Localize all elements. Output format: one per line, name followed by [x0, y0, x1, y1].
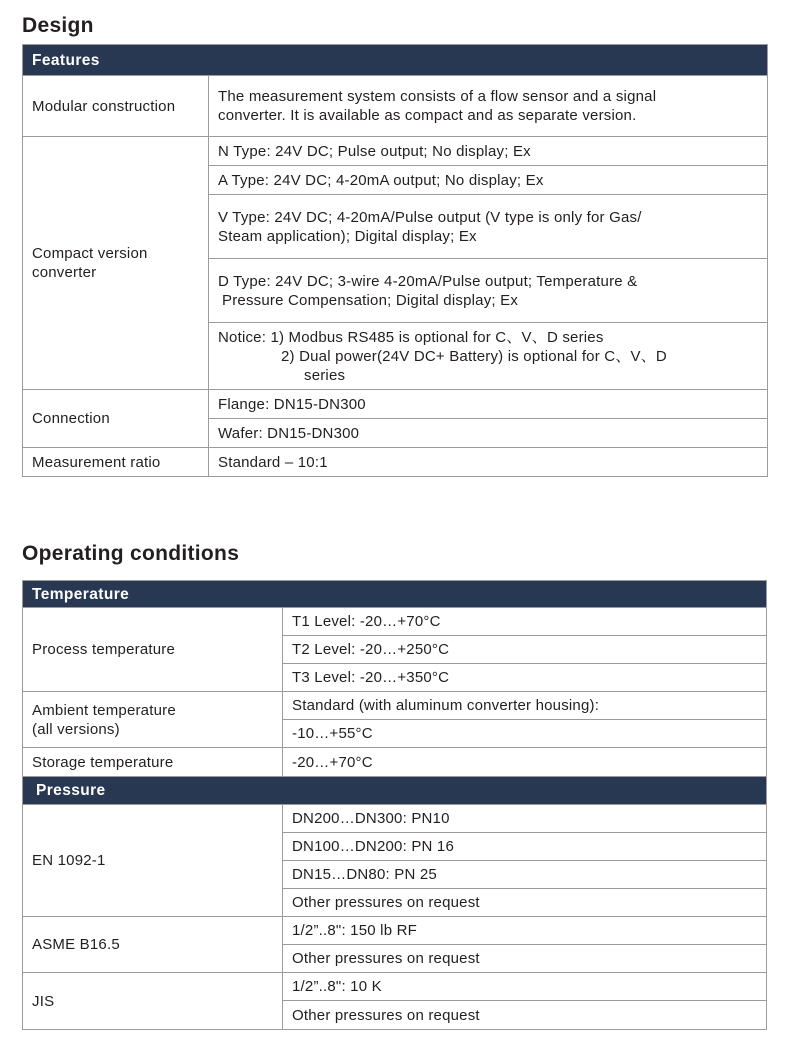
row-value: Standard (with aluminum converter housing): [283, 692, 767, 720]
notice-line: series [304, 366, 346, 384]
table-row [23, 917, 767, 945]
row-value: -10…+55°C [283, 720, 767, 748]
row-value: N Type: 24V DC; Pulse output; No display; Ex [209, 137, 768, 166]
design-table [22, 44, 768, 477]
value-line: Steam application); Digital display; Ex [218, 227, 477, 245]
row-value: Standard – 10:1 [209, 448, 768, 477]
features-header: Features [23, 45, 768, 76]
row-value: 1/2”..8": 150 lb RF [283, 917, 767, 945]
row-value: DN100…DN200: PN 16 [283, 833, 767, 861]
temperature-header: Temperature [23, 581, 767, 608]
table-row [23, 973, 767, 1001]
table-row [23, 748, 767, 777]
label-line: Compact version [32, 245, 148, 262]
row-value: T1 Level: -20…+70°C [283, 608, 767, 636]
row-label: JIS [23, 973, 283, 1030]
operating-conditions-title: Operating conditions [22, 542, 240, 565]
temperature-header-row [23, 581, 767, 608]
row-value: DN200…DN300: PN10 [283, 805, 767, 833]
row-value [209, 323, 768, 390]
row-value [209, 259, 768, 323]
row-value: DN15…DN80: PN 25 [283, 861, 767, 889]
table-row [23, 692, 767, 720]
row-label: Storage temperature [23, 748, 283, 777]
row-value: Wafer: DN15-DN300 [209, 419, 768, 448]
notice-line: 2) Dual power(24V DC+ Battery) is optional for C、V、D [281, 347, 667, 365]
row-value: T3 Level: -20…+350°C [283, 664, 767, 692]
value-line: Pressure Compensation; Digital display; Ex [222, 291, 519, 309]
row-value [209, 195, 768, 259]
row-value: Other pressures on request [283, 945, 767, 973]
features-header-row [23, 45, 768, 76]
row-label: Process temperature [23, 608, 283, 692]
row-label: EN 1092-1 [23, 805, 283, 917]
row-value: T2 Level: -20…+250°C [283, 636, 767, 664]
design-title: Design [22, 14, 94, 37]
operating-conditions-table [22, 580, 767, 1030]
table-row [23, 448, 768, 477]
row-label: Measurement ratio [23, 448, 209, 477]
pressure-header: Pressure [23, 777, 767, 805]
row-label: ASME B16.5 [23, 917, 283, 973]
label-line: converter [32, 264, 97, 281]
row-value [209, 76, 768, 137]
table-row [23, 76, 768, 137]
pressure-header-row [23, 777, 767, 805]
row-value: A Type: 24V DC; 4-20mA output; No display; Ex [209, 166, 768, 195]
row-value: Flange: DN15-DN300 [209, 390, 768, 419]
table-row [23, 805, 767, 833]
value-line: converter. It is available as compact and as separate version. [218, 107, 637, 124]
value-line: V Type: 24V DC; 4-20mA/Pulse output (V type is only for Gas/ [218, 208, 642, 226]
row-value: -20…+70°C [283, 748, 767, 777]
table-row [23, 390, 768, 419]
row-label [23, 692, 283, 748]
value-line: D Type: 24V DC; 3-wire 4-20mA/Pulse output; Temperature & [218, 272, 638, 290]
label-line: (all versions) [32, 720, 120, 738]
row-label [23, 137, 209, 390]
row-label: Connection [23, 390, 209, 448]
row-value: 1/2”..8": 10 K [283, 973, 767, 1001]
table-row [23, 608, 767, 636]
label-line: Ambient temperature [32, 701, 176, 719]
row-label: Modular construction [23, 76, 209, 137]
value-line: The measurement system consists of a flow sensor and a signal [218, 88, 657, 105]
row-value: Other pressures on request [283, 889, 767, 917]
notice-line: Notice: 1) Modbus RS485 is optional for C、V、D series [218, 328, 604, 346]
table-row [23, 137, 768, 166]
row-value: Other pressures on request [283, 1001, 767, 1030]
